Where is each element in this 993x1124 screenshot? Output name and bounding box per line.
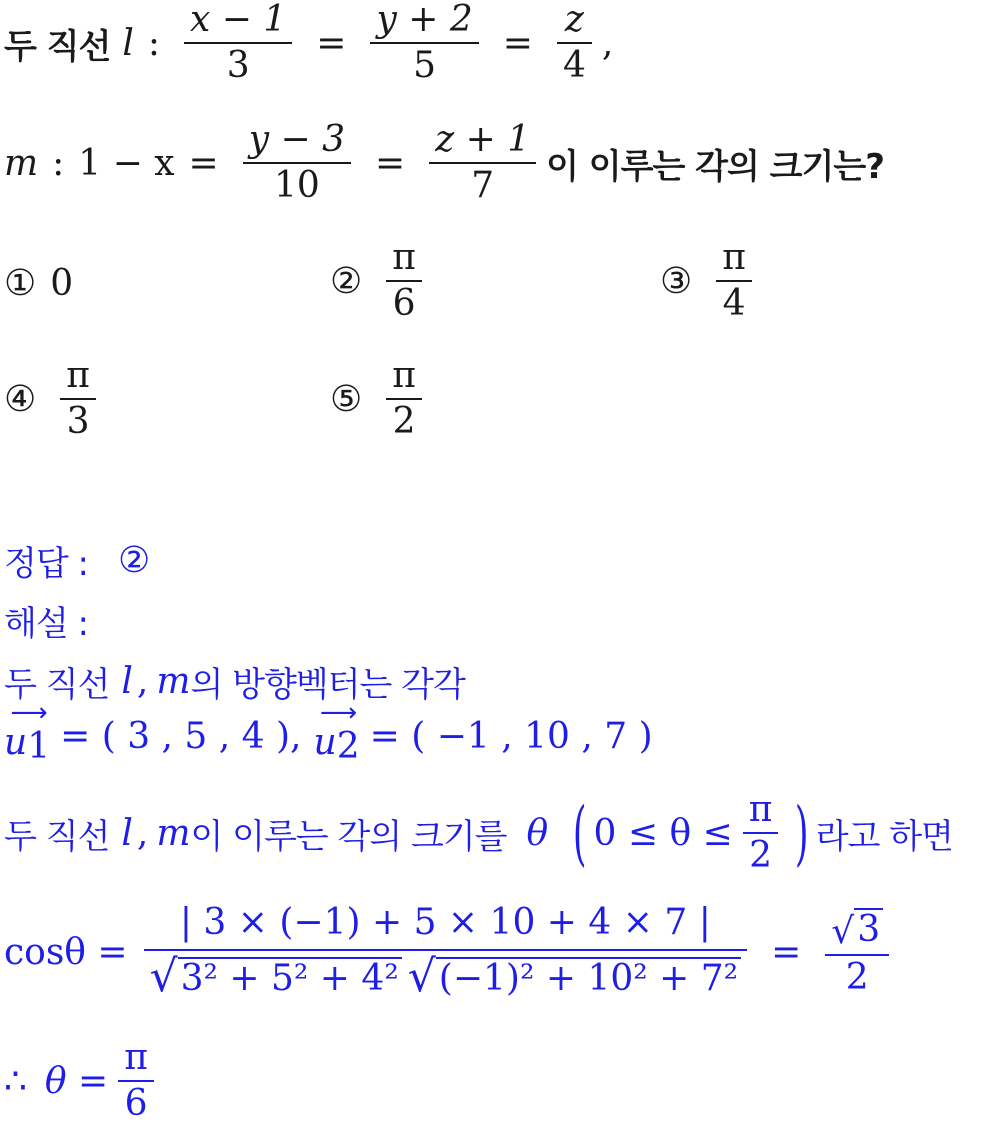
choice-1[interactable] bbox=[4, 263, 73, 304]
choice-4[interactable] bbox=[4, 355, 106, 442]
therefore-symbol: ∴ bbox=[4, 1060, 27, 1102]
l-fraction-3: $\frac{z}{4}$ bbox=[557, 2, 592, 84]
choice-fraction: $\frac{\pi}{4}$ bbox=[716, 240, 752, 322]
explain-label: 해설 : bbox=[4, 604, 88, 644]
question-line-1: 두 직선 l : $\frac{x - 1}{3}$ = $\frac{y + 2}{5}$ = $\frac{z}{4}$ , bbox=[4, 0, 614, 86]
choice-mark: ② bbox=[330, 260, 363, 302]
solution-line-3: 두 직선 l , m 이 이루는 각의 크기를 θ ( 0 ≤ θ ≤ $\frac{\pi}{2}$ ) 라고 하면 bbox=[4, 789, 953, 876]
choice-value: 0 bbox=[50, 263, 74, 304]
m-lhs: 1 − x bbox=[78, 142, 175, 184]
vector-u1: ⟶ $u_1$ bbox=[4, 698, 51, 767]
m-fraction-1: $\frac{y - 3}{10}$ bbox=[243, 122, 351, 204]
choice-fraction: $\frac{\pi}{6}$ bbox=[386, 240, 422, 322]
solution-vectors bbox=[4, 698, 653, 767]
question-tail-text: 이 이루는 각의 크기는? bbox=[546, 146, 884, 187]
line-l-var: l bbox=[122, 22, 134, 64]
cos-lhs: cosθ = bbox=[4, 931, 128, 973]
vector-u2: ⟶ $u_2$ bbox=[313, 698, 360, 767]
range-fraction: $\frac{\pi}{2}$ bbox=[743, 792, 779, 874]
choice-mark: ⑤ bbox=[330, 378, 363, 420]
colon: : bbox=[147, 22, 161, 64]
choice-mark: ④ bbox=[4, 378, 37, 420]
choice-mark: ③ bbox=[660, 260, 693, 302]
final-fraction: $\frac{\pi}{6}$ bbox=[118, 1040, 154, 1122]
l-fraction-2: $\frac{y + 2}{5}$ bbox=[370, 2, 478, 84]
cos-fraction: | 3 × (−1) + 5 × 10 + 4 × 7 | √ 3² + 5² + 4² √ (−1)² + 10² + 7² bbox=[144, 905, 747, 999]
choice-5[interactable] bbox=[330, 355, 432, 442]
choice-2[interactable] bbox=[330, 237, 432, 324]
answer-label: 정답 : bbox=[4, 544, 88, 584]
choice-fraction: $\frac{\pi}{3}$ bbox=[60, 358, 96, 440]
cos-equation: cosθ = | 3 × (−1) + 5 × 10 + 4 × 7 | √ 3² + 5² + 4² √ (−1)² + 10² + 7² = √ 3 2 bbox=[4, 905, 899, 999]
explain-label-line bbox=[4, 596, 88, 645]
question-intro-text: 두 직선 bbox=[4, 26, 111, 67]
answer-value: ② bbox=[117, 540, 151, 581]
cos-result: √ 3 2 bbox=[825, 908, 889, 996]
m-fraction-2: $\frac{z + 1}{7}$ bbox=[429, 122, 536, 204]
answer-line bbox=[4, 536, 164, 585]
choice-mark: ① bbox=[4, 263, 37, 304]
vector-u2-value: = ( −1 , 10 , 7 ) bbox=[369, 715, 653, 757]
theta-range: 0 ≤ θ ≤ bbox=[593, 812, 733, 854]
vector-u1-value: = ( 3 , 5 , 4 ), bbox=[60, 715, 302, 757]
question-line-2: m : 1 − x = $\frac{y - 3}{10}$ = $\frac{z + 1}{7}$ 이 이루는 각의 크기는? bbox=[4, 119, 884, 206]
l-fraction-1: $\frac{x - 1}{3}$ bbox=[184, 2, 292, 84]
choice-3[interactable] bbox=[660, 237, 762, 324]
line-m-var: m bbox=[4, 142, 39, 184]
final-answer: ∴ θ = $\frac{\pi}{6}$ bbox=[4, 1040, 164, 1122]
choice-fraction: $\frac{\pi}{2}$ bbox=[386, 358, 422, 440]
solution-line-1: 두 직선 l , m 의 방향벡터는 각각 bbox=[4, 661, 465, 705]
